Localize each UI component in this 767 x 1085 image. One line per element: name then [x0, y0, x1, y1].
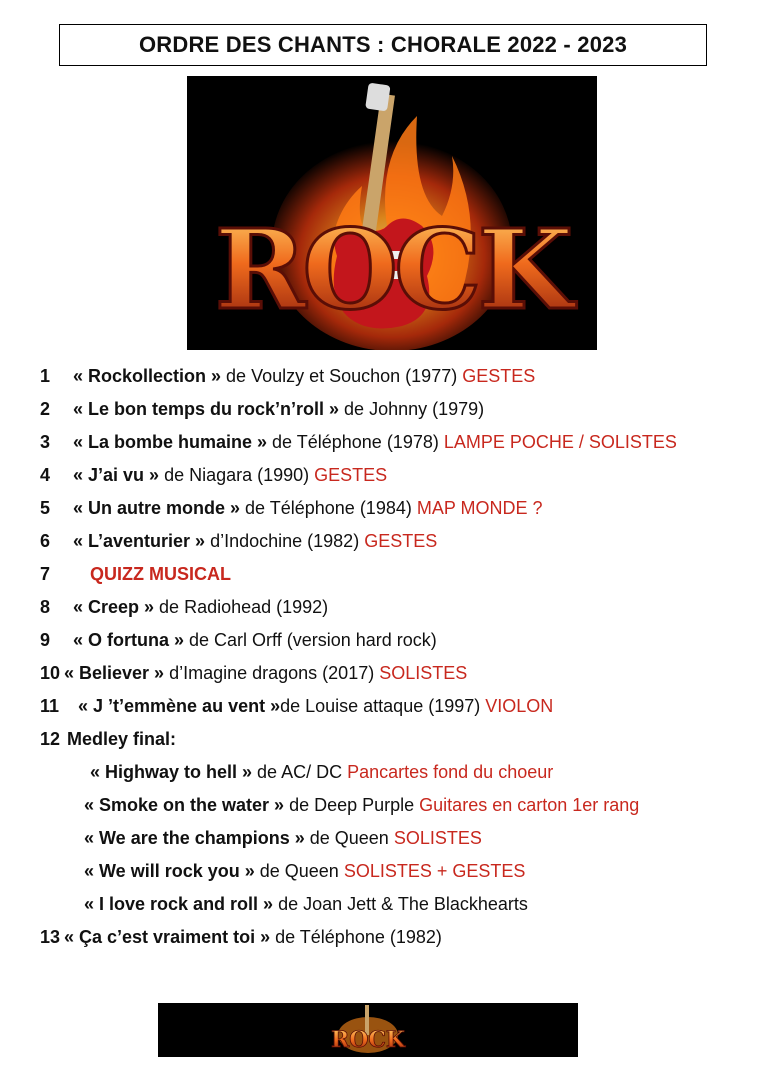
- song-note: GESTES: [364, 531, 438, 551]
- song-line: [90, 562, 231, 586]
- flaming-guitar-icon: [187, 76, 597, 350]
- svg-text:ROCK: ROCK: [330, 1027, 406, 1053]
- song-line: [73, 595, 328, 619]
- rock-logo-icon: [158, 1003, 578, 1057]
- song-note: Pancartes fond du choeur: [347, 762, 554, 782]
- song-artist: de Téléphone (1982): [270, 927, 442, 947]
- song-note: GESTES: [314, 465, 388, 485]
- song-title: « L’aventurier »: [73, 531, 206, 551]
- medley-title: Medley final:: [67, 729, 177, 749]
- song-note: SOLISTES + GESTES: [343, 861, 526, 881]
- song-line: [73, 496, 543, 520]
- song-number: 12: [40, 729, 61, 749]
- song-artist: de Queen: [254, 861, 344, 881]
- song-number: 13: [40, 927, 61, 947]
- song-line: [64, 925, 442, 949]
- song-artist: de Queen: [304, 828, 394, 848]
- song-title: « Smoke on the water »: [84, 795, 285, 815]
- song-note: LAMPE POCHE / SOLISTES: [443, 432, 677, 452]
- song-artist: de Voulzy et Souchon (1977): [221, 366, 463, 386]
- song-note: MAP MONDE ?: [416, 498, 543, 518]
- song-number: 10: [40, 663, 61, 683]
- song-number: 8: [40, 597, 51, 617]
- song-artist: de Joan Jett & The Blackhearts: [273, 894, 528, 914]
- song-artist: de Carl Orff (version hard rock): [184, 630, 437, 650]
- song-number: 7: [40, 564, 51, 584]
- song-title: « Highway to hell »: [90, 762, 253, 782]
- song-number: 2: [40, 399, 51, 419]
- song-artist: de Téléphone (1978): [267, 432, 444, 452]
- song-number: 1: [40, 366, 51, 386]
- song-number: 4: [40, 465, 51, 485]
- song-title: « Le bon temps du rock’n’roll »: [73, 399, 340, 419]
- svg-text:ROCK: ROCK: [214, 205, 570, 334]
- song-title: « Believer »: [64, 663, 165, 683]
- song-artist: de Radiohead (1992): [154, 597, 329, 617]
- song-number: 5: [40, 498, 51, 518]
- song-line: [73, 397, 484, 421]
- song-title: « We will rock you »: [84, 861, 255, 881]
- song-artist: d’Imagine dragons (2017): [164, 663, 380, 683]
- song-note: SOLISTES: [393, 828, 482, 848]
- footer-rock-logo: [158, 1003, 578, 1057]
- song-title: « We are the champions »: [84, 828, 305, 848]
- song-line: [78, 694, 553, 718]
- song-number: 6: [40, 531, 51, 551]
- song-artist: de Louise attaque (1997): [280, 696, 486, 716]
- song-line: [73, 364, 535, 388]
- song-title: « J ’t’emmène au vent »: [78, 696, 281, 716]
- song-title: « Un autre monde »: [73, 498, 241, 518]
- song-title: « I love rock and roll »: [84, 894, 274, 914]
- song-artist: d’Indochine (1982): [205, 531, 365, 551]
- page-title: ORDRE DES CHANTS : CHORALE 2022 - 2023: [59, 24, 707, 66]
- song-line: [73, 628, 437, 652]
- song-artist: de Niagara (1990): [159, 465, 315, 485]
- song-line: [67, 727, 176, 751]
- song-title: « Ça c’est vraiment toi »: [64, 927, 271, 947]
- song-line: [64, 661, 467, 685]
- song-line: [84, 859, 525, 883]
- song-artist: de AC/ DC: [252, 762, 348, 782]
- song-line: [84, 892, 528, 916]
- song-line: [84, 826, 482, 850]
- song-note: GESTES: [462, 366, 536, 386]
- song-artist: de Johnny (1979): [339, 399, 485, 419]
- song-title: « O fortuna »: [73, 630, 185, 650]
- song-line: [73, 430, 677, 454]
- song-title: « La bombe humaine »: [73, 432, 268, 452]
- song-line: [90, 760, 553, 784]
- rock-guitar-image: [187, 76, 597, 350]
- song-note: VIOLON: [485, 696, 554, 716]
- song-line: [73, 463, 387, 487]
- quizz-title: QUIZZ MUSICAL: [90, 564, 231, 584]
- song-title: « J’ai vu »: [73, 465, 160, 485]
- song-number: 3: [40, 432, 51, 452]
- song-title: « Rockollection »: [73, 366, 222, 386]
- song-line: [73, 529, 437, 553]
- song-line: [84, 793, 639, 817]
- song-note: Guitares en carton 1er rang: [419, 795, 640, 815]
- song-note: SOLISTES: [379, 663, 468, 683]
- song-artist: de Téléphone (1984): [240, 498, 417, 518]
- song-number: 9: [40, 630, 51, 650]
- song-artist: de Deep Purple: [284, 795, 420, 815]
- song-title: « Creep »: [73, 597, 155, 617]
- song-number: 11: [40, 696, 60, 716]
